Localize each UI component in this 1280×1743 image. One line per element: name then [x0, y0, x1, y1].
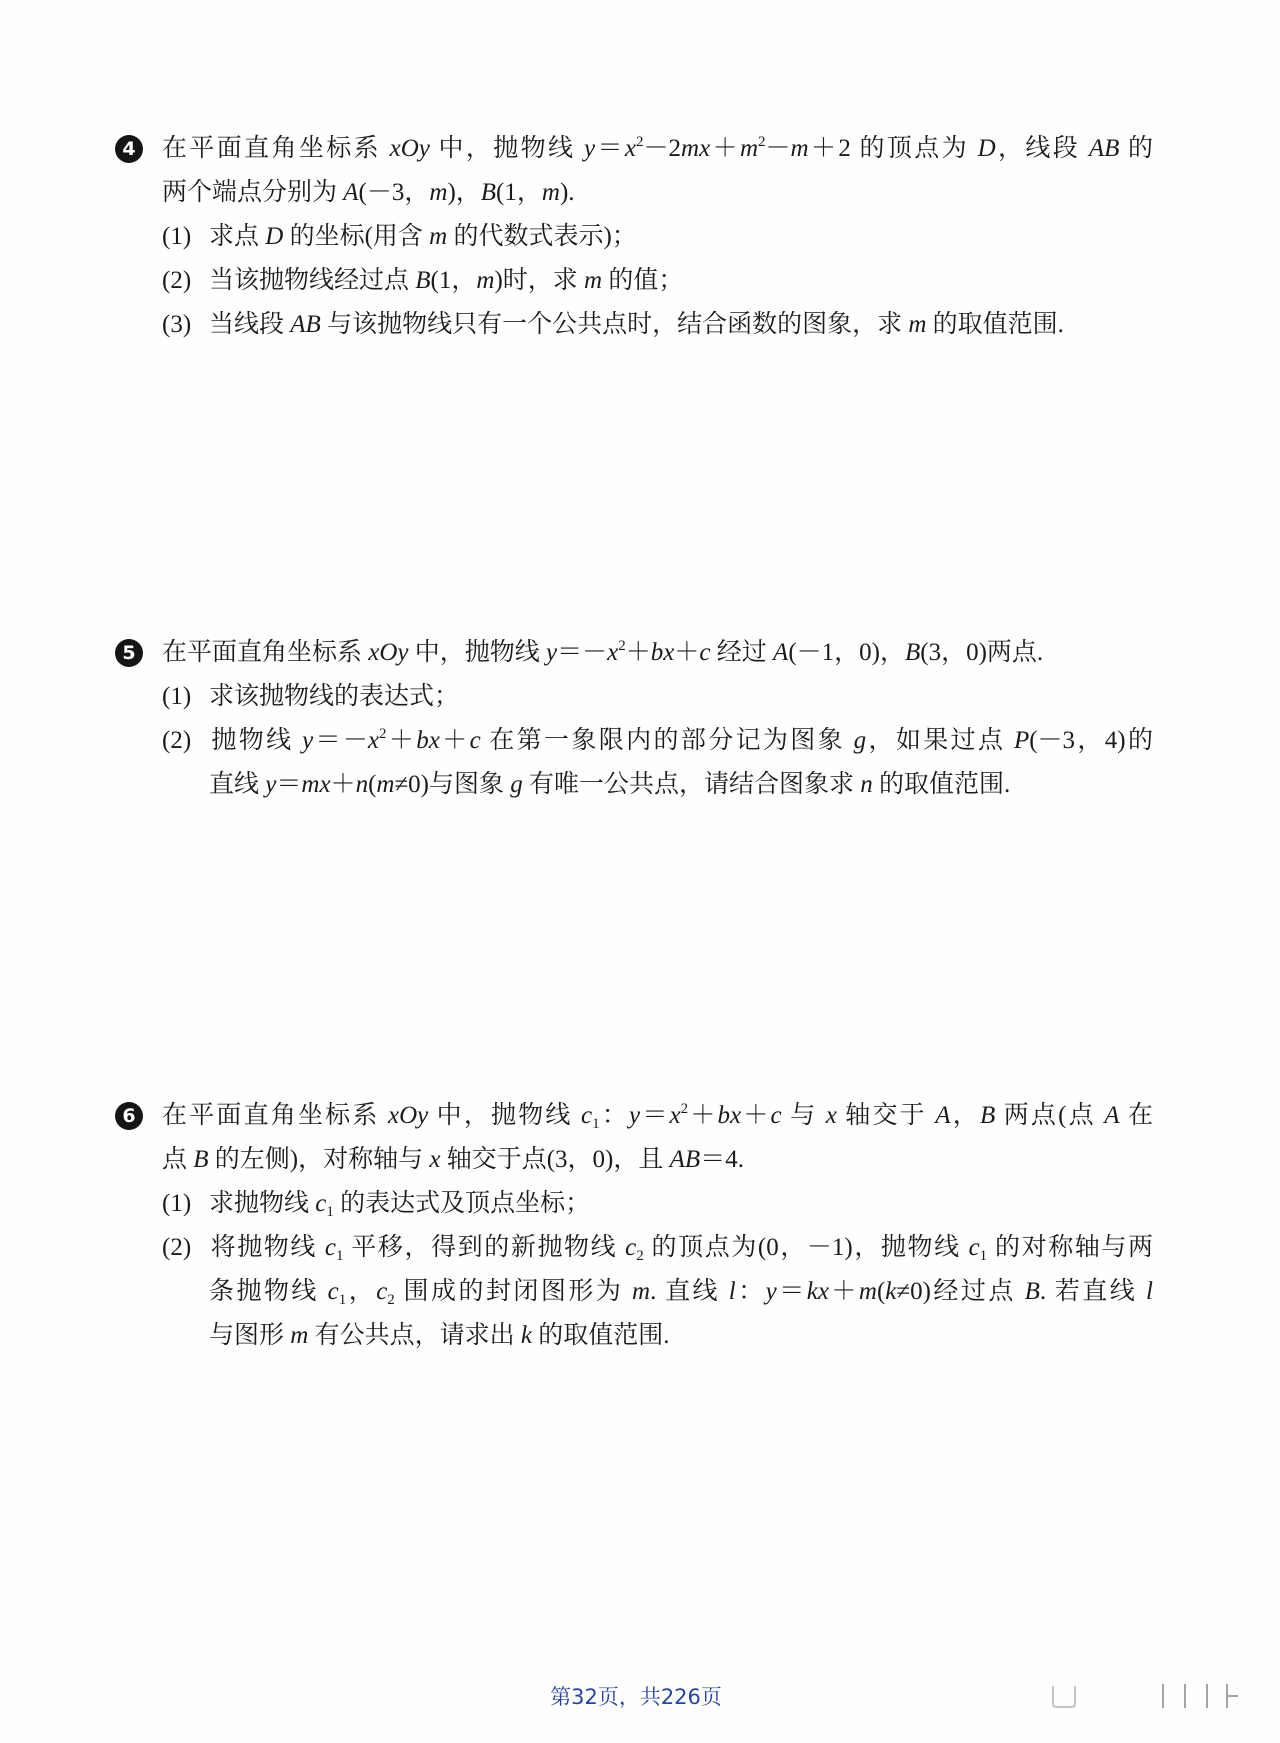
- problem-stem: [162, 127, 1153, 215]
- math-variable: bx: [717, 1102, 742, 1129]
- math-variable: B: [193, 1146, 209, 1173]
- text-run: －: [765, 135, 791, 162]
- text-run: 轴交于: [836, 1102, 936, 1129]
- edge-mark-bar: [1184, 1684, 1186, 1708]
- text-run: 直线: [209, 771, 266, 798]
- sub-question-list: [162, 215, 1153, 347]
- sub-question-line: [162, 719, 1153, 763]
- sub-question-label: (1): [162, 1190, 192, 1217]
- math-variable: l: [1145, 1278, 1153, 1305]
- text-run: ＋: [688, 1102, 718, 1129]
- text-run: (1，: [430, 267, 477, 294]
- text-run: ＝: [276, 771, 302, 798]
- text-run: 在: [1119, 1102, 1153, 1129]
- text-run: ≠0)与图象: [394, 771, 511, 798]
- text-run: 平移，得到的新抛物线: [343, 1234, 626, 1261]
- text-run: ＋2 的顶点为: [808, 135, 978, 162]
- math-variable: AB: [290, 311, 321, 338]
- sub-question-label: (2): [162, 267, 192, 294]
- sub-question: [162, 1226, 1153, 1358]
- math-variable: m: [790, 135, 809, 162]
- sub-question: [162, 259, 1153, 303]
- text-run: 两个端点分别为: [162, 179, 344, 206]
- sub-question-list: [162, 675, 1153, 807]
- math-variable: xOy: [389, 135, 430, 162]
- text-run: 求该抛物线的表达式；: [209, 683, 460, 710]
- math-variable: mx: [681, 135, 711, 162]
- text-run: 的值；: [602, 267, 684, 294]
- math-variable: B: [979, 1102, 996, 1129]
- math-variable: B: [415, 267, 431, 294]
- stem-line: [162, 127, 1153, 171]
- text-run: ＋: [741, 1102, 771, 1129]
- text-run: ＋: [330, 771, 356, 798]
- text-run: 将抛物线: [209, 1234, 325, 1261]
- text-run: 中，抛物线: [429, 135, 585, 162]
- math-variable: A: [773, 639, 789, 666]
- math-variable: c: [376, 1278, 388, 1305]
- problem-number-badge: 4: [115, 135, 143, 163]
- text-run: 的取值范围.: [926, 311, 1064, 338]
- text-run: 轴交于点(3，0)，且: [440, 1146, 670, 1173]
- text-run: 的取值范围.: [872, 771, 1011, 798]
- text-run: 求点: [209, 223, 266, 250]
- text-run: ＝: [640, 1102, 670, 1129]
- stem-line: [162, 1094, 1153, 1138]
- math-variable: B: [480, 179, 497, 206]
- text-run: (－1，0)，: [788, 639, 905, 666]
- text-run: 围成的封闭图形为: [394, 1278, 633, 1305]
- math-variable: y: [584, 135, 596, 162]
- text-run: ＋: [625, 639, 651, 666]
- math-variable: m: [858, 1278, 877, 1305]
- problem-block: [122, 631, 1153, 807]
- text-run: 在平面直角坐标系: [162, 135, 390, 162]
- text-run: ＝: [595, 135, 625, 162]
- problem-stem: [162, 631, 1153, 675]
- math-variable: c: [581, 1102, 593, 1129]
- sub-question-label: (3): [162, 311, 192, 338]
- math-variable: l: [728, 1278, 736, 1305]
- text-run: ＝: [776, 1278, 807, 1305]
- text-run: 点: [162, 1146, 194, 1173]
- sub-question: [162, 215, 1153, 259]
- text-run: (: [876, 1278, 886, 1305]
- text-run: ，: [950, 1102, 980, 1129]
- text-run: . 直线: [650, 1278, 729, 1305]
- math-variable: c: [324, 1234, 336, 1261]
- subscript: 1: [335, 1248, 344, 1264]
- sub-question-list: [162, 1182, 1153, 1358]
- math-variable: AB: [669, 1146, 701, 1173]
- sub-question-line: [162, 1270, 1153, 1314]
- text-run: ).: [559, 179, 575, 206]
- text-run: 与: [781, 1102, 826, 1129]
- stem-line: [162, 171, 1153, 215]
- math-variable: x: [367, 727, 380, 754]
- math-variable: B: [1024, 1278, 1040, 1305]
- math-variable: D: [977, 135, 996, 162]
- math-variable: g: [853, 727, 867, 754]
- math-variable: m: [739, 135, 759, 162]
- math-variable: y: [765, 1278, 777, 1305]
- math-variable: c: [770, 1102, 782, 1129]
- sub-question-line: [162, 1182, 1153, 1226]
- text-run: 在平面直角坐标系: [162, 1102, 388, 1129]
- math-variable: x: [429, 1146, 441, 1173]
- stem-line: [162, 1138, 1153, 1182]
- math-variable: n: [860, 771, 873, 798]
- text-run: ＝－: [557, 639, 608, 666]
- text-run: 抛物线: [209, 727, 303, 754]
- math-variable: xOy: [368, 639, 409, 666]
- text-run: 在第一象限内的部分记为图象: [480, 727, 854, 754]
- sub-question: [162, 719, 1153, 807]
- text-run: ＝－: [313, 727, 368, 754]
- math-variable: m: [632, 1278, 651, 1305]
- math-variable: bx: [416, 727, 440, 754]
- text-run: 的代数式表示)；: [447, 223, 637, 250]
- text-run: ≠0)经过点: [896, 1278, 1025, 1305]
- math-variable: g: [510, 771, 523, 798]
- sub-question-line: [162, 1226, 1153, 1270]
- superscript: 2: [680, 1101, 689, 1117]
- math-variable: y: [265, 771, 277, 798]
- sub-question-line: [162, 675, 1153, 719]
- sub-question-line: [162, 1314, 1153, 1358]
- text-run: )，: [447, 179, 481, 206]
- text-run: 与图形: [209, 1322, 291, 1349]
- math-variable: c: [469, 727, 481, 754]
- text-run: ，如果过点: [866, 727, 1014, 754]
- math-variable: B: [904, 639, 921, 666]
- math-variable: m: [429, 223, 448, 250]
- math-variable: y: [629, 1102, 641, 1129]
- math-variable: x: [669, 1102, 681, 1129]
- math-variable: D: [265, 223, 284, 250]
- text-run: 的顶点为(0，－1)，抛物线: [643, 1234, 969, 1261]
- math-variable: c: [968, 1234, 980, 1261]
- text-run: 当该抛物线经过点: [209, 267, 416, 294]
- text-run: 有公共点，请求出: [308, 1322, 521, 1349]
- math-variable: m: [584, 267, 603, 294]
- text-run: ，: [346, 1278, 377, 1305]
- text-run: ＋: [439, 727, 470, 754]
- text-run: 的左侧)，对称轴与: [208, 1146, 430, 1173]
- math-variable: c: [327, 1278, 339, 1305]
- text-run: ＋: [710, 135, 740, 162]
- text-run: (－3，: [358, 179, 430, 206]
- superscript: 2: [379, 726, 387, 742]
- math-variable: k: [520, 1322, 532, 1349]
- text-run: 的取值范围.: [531, 1322, 670, 1349]
- sub-question-line: [162, 303, 1153, 347]
- sub-question-label: (1): [162, 683, 192, 710]
- math-variable: k: [885, 1278, 897, 1305]
- text-run: ＋: [828, 1278, 859, 1305]
- math-variable: m: [376, 771, 395, 798]
- sub-question-label: (2): [162, 727, 192, 754]
- subscript: 1: [326, 1204, 334, 1220]
- problem-stem: [162, 1094, 1153, 1182]
- text-run: ：: [735, 1278, 766, 1305]
- math-variable: m: [541, 179, 560, 206]
- math-variable: c: [625, 1234, 637, 1261]
- math-variable: m: [290, 1322, 309, 1349]
- sub-question-line: [162, 763, 1153, 807]
- math-variable: c: [699, 639, 711, 666]
- sub-question-line: [162, 215, 1153, 259]
- edge-mark-bar: [1162, 1684, 1164, 1708]
- problem-block: [122, 127, 1153, 347]
- subscript: 2: [387, 1292, 395, 1308]
- math-variable: x: [607, 639, 619, 666]
- subscript: 1: [592, 1116, 600, 1132]
- math-variable: y: [546, 639, 558, 666]
- page-indicator: 第32页，共226页: [550, 1685, 722, 1709]
- math-variable: P: [1013, 727, 1030, 754]
- problem-block: [122, 1094, 1153, 1358]
- sub-question: [162, 675, 1153, 719]
- edge-mark-bar: [1206, 1684, 1208, 1708]
- text-run: 的表达式及顶点坐标；: [333, 1190, 591, 1217]
- math-variable: x: [624, 135, 637, 162]
- text-run: 有唯一公共点，请结合图象求: [522, 771, 861, 798]
- math-variable: A: [1104, 1102, 1120, 1129]
- math-variable: c: [315, 1190, 327, 1217]
- text-run: ：: [599, 1102, 630, 1129]
- text-run: 的: [1119, 135, 1153, 162]
- superscript: 2: [636, 134, 644, 150]
- math-variable: m: [908, 311, 927, 338]
- subscript: 1: [979, 1248, 988, 1264]
- math-variable: x: [825, 1102, 837, 1129]
- math-variable: kx: [806, 1278, 829, 1305]
- math-variable: AB: [1088, 135, 1120, 162]
- problem-number-badge: 5: [115, 639, 143, 667]
- text-run: (: [368, 771, 377, 798]
- text-run: (1，: [496, 179, 542, 206]
- math-variable: mx: [301, 771, 331, 798]
- math-variable: A: [935, 1102, 951, 1129]
- math-variable: m: [476, 267, 495, 294]
- sub-question-line: [162, 259, 1153, 303]
- sub-question-label: (1): [162, 223, 192, 250]
- text-run: 在平面直角坐标系: [162, 639, 369, 666]
- text-run: (3，0)两点.: [920, 639, 1044, 666]
- text-run: 的对称轴与两: [987, 1234, 1153, 1261]
- text-run: ＋: [386, 727, 417, 754]
- text-run: 与该抛物线只有一个公共点时，结合函数的图象，求: [320, 311, 909, 338]
- subscript: 1: [338, 1292, 347, 1308]
- text-run: 求抛物线: [209, 1190, 316, 1217]
- math-variable: y: [302, 727, 314, 754]
- superscript: 2: [618, 638, 626, 654]
- text-run: . 若直线: [1039, 1278, 1146, 1305]
- text-run: 经过: [710, 639, 774, 666]
- sub-question: [162, 1182, 1153, 1226]
- text-run: －2: [643, 135, 682, 162]
- math-variable: n: [355, 771, 369, 798]
- text-run: ＝4.: [700, 1146, 744, 1173]
- text-run: (－3，4)的: [1029, 727, 1153, 754]
- text-run: )时，求: [494, 267, 585, 294]
- sub-question-label: (2): [162, 1234, 192, 1261]
- text-run: ＋: [674, 639, 700, 666]
- stem-line: [162, 631, 1153, 675]
- math-variable: bx: [650, 639, 675, 666]
- text-run: 的坐标(用含: [283, 223, 430, 250]
- text-run: ，线段: [995, 135, 1089, 162]
- text-run: 中，抛物线: [428, 1102, 582, 1129]
- math-variable: m: [429, 179, 448, 206]
- problem-number-badge: 6: [115, 1102, 143, 1130]
- math-variable: xOy: [387, 1102, 429, 1129]
- sub-question: [162, 303, 1153, 347]
- edge-mark-bracket: [1052, 1686, 1076, 1708]
- text-run: 当线段: [209, 311, 291, 338]
- math-variable: A: [343, 179, 359, 206]
- edge-mark-tick: [1228, 1695, 1238, 1697]
- superscript: 2: [758, 134, 766, 150]
- text-run: 中，抛物线: [408, 639, 547, 666]
- text-run: 条抛物线: [209, 1278, 328, 1305]
- text-run: 两点(点: [995, 1102, 1105, 1129]
- subscript: 2: [636, 1248, 644, 1264]
